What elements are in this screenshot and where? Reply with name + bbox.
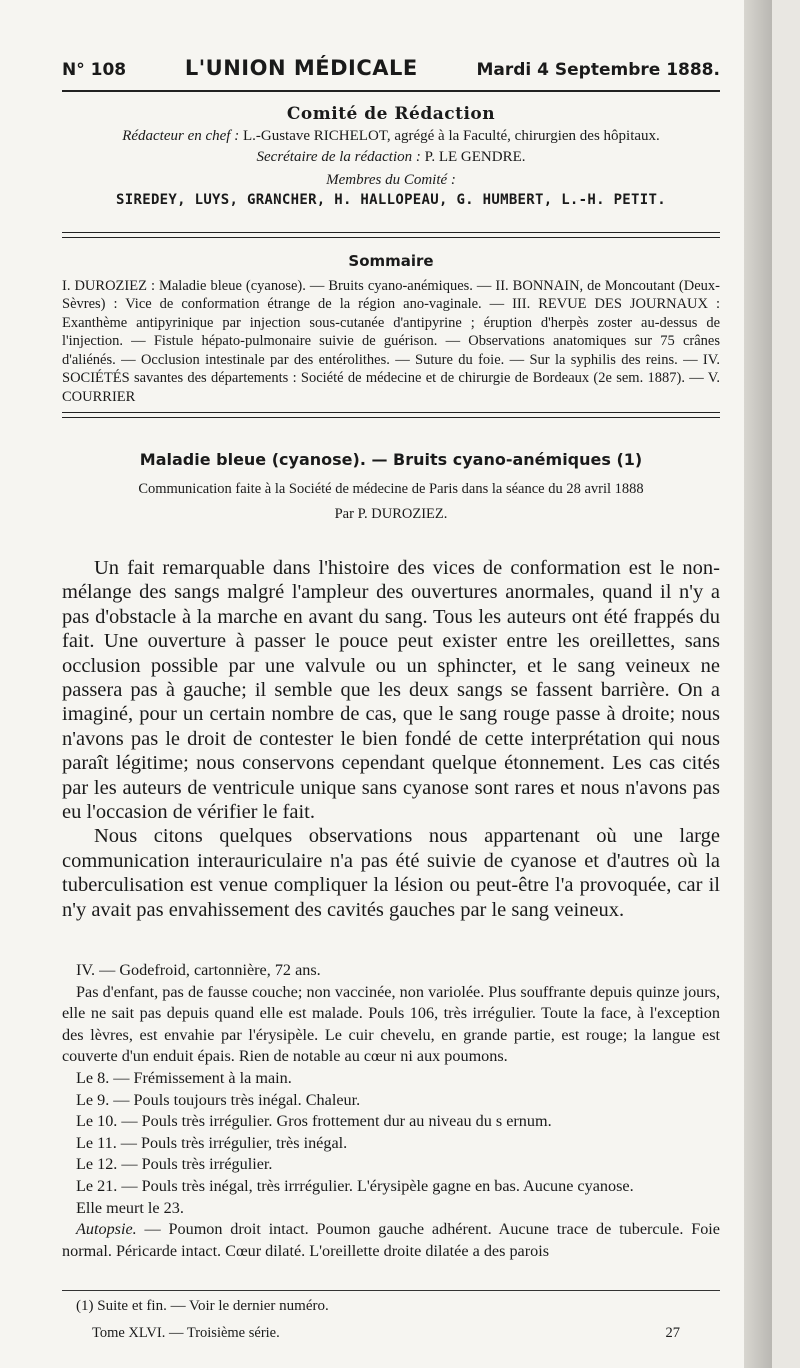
- page-footer: [92, 1325, 680, 1342]
- divider-rule: [62, 237, 720, 238]
- secretary-label: Secrétaire de la rédaction :: [256, 149, 421, 165]
- committee-title: Comité de Rédaction: [286, 104, 496, 124]
- journal-title: L'UNION MÉDICALE: [184, 56, 418, 80]
- sommaire-text: I. DUROZIEZ : Maladie bleue (cyanose). — Bruits cyano-anémiques. — II. BONNAIN, de Moncoutant (Deux-Sèvres) : Vice de conformation étrange de la région ano-vaginale. — III. REVUE DES JOURNAUX : Exanthème antipyrinique par injection sous-cutanée d'antipyrine ; éruption d'herpès zoster au-dessus de l'injection. — Fistule hépato-pulmonaire suivie de guérison. — Observations anatomiques sur 75 crânes d'aliénés. — Occlusion intestinale par des entérolithes. — Suture du foie. — Sur la syphilis des reins. — IV. SOCIÉTÉS savantes des départements : Société de médecine et de chirurgie de Bordeaux (2e sem. 1887). — V. COURRIER: [62, 277, 720, 405]
- autopsy-label: Autopsie.: [76, 1220, 137, 1239]
- members-label: Membres du Comité :: [326, 172, 456, 188]
- editor-name: L.-Gustave RICHELOT, agrégé à la Faculté, chirurgien des hôpitaux.: [242, 128, 660, 144]
- article-subtitle: Communication faite à la Société de médecine de Paris dans la séance du 28 avril 1888: [138, 481, 644, 497]
- footnote-rule: [62, 1290, 720, 1291]
- sommaire-section: [62, 252, 720, 406]
- case-report: [62, 960, 720, 1262]
- issue-date: Mardi 4 Septembre 1888.: [476, 60, 720, 80]
- autopsy-paragraph: [62, 1219, 720, 1262]
- case-day: Le 12. — Pouls très irrégulier.: [76, 1155, 273, 1174]
- divider-rule: [62, 412, 720, 413]
- editor-line: [62, 128, 720, 145]
- case-day: Le 11. — Pouls très irrégulier, très inégal.: [76, 1133, 348, 1152]
- page-number: 27: [665, 1325, 680, 1341]
- secretary-line: [62, 149, 720, 166]
- paragraph: Nous citons quelques observations nous appartenant où une large communication interauriculaire n'a pas été suivie de cyanose et d'autres où la tuberculisation est venue compliquer la lésion ou peut-être l'a provoquée, car il n'y avait pas envahissement des cavités gauches par le sang veineux.: [62, 825, 720, 921]
- article-header: [62, 450, 720, 523]
- editor-label: Rédacteur en chef :: [122, 128, 240, 144]
- divider-rule: [62, 417, 720, 418]
- divider-rule: [62, 232, 720, 233]
- article-author: Par P. DUROZIEZ.: [334, 506, 448, 522]
- autopsy-text: — Poumon droit intact. Poumon gauche adhérent. Aucune trace de tubercule. Foie normal. Péricarde intact. Cœur dilaté. L'oreillette droite dilatée a des parois: [62, 1220, 720, 1260]
- article-body: [62, 556, 720, 922]
- secretary-name: P. LE GENDRE.: [424, 149, 526, 165]
- case-day: Le 9. — Pouls toujours très inégal. Chaleur.: [76, 1090, 361, 1109]
- header-rule: [62, 90, 720, 92]
- case-day: Le 10. — Pouls très irrégulier. Gros frottement dur au niveau du s ernum.: [76, 1112, 552, 1131]
- sommaire-title: Sommaire: [348, 252, 434, 270]
- article-title: Maladie bleue (cyanose). — Bruits cyano-anémiques (1): [139, 450, 643, 469]
- case-day: Elle meurt le 23.: [76, 1198, 184, 1217]
- page-header: [62, 56, 720, 80]
- case-day: Le 8. — Frémissement à la main.: [76, 1068, 292, 1087]
- case-day: Le 21. — Pouls très inégal, très irrrégulier. L'érysipèle gagne en bas. Aucune cyanose.: [76, 1176, 634, 1195]
- paragraph: Un fait remarquable dans l'histoire des vices de conformation est le non-mélange des sangs malgré l'ampleur des ouvertures anormales, quand il n'y a pas d'obstacle à la marche en avant du sang. Tous les auteurs ont été frappés du fait. Une ouverture à passer le pouce peut exister entre les oreillettes, sans occlusion possible par une valvule ou un sphincter, et le sang veineux ne passera pas à gauche; il semble que les deux sangs se fassent barrière. On a imaginé, pour un certain nombre de cas, que le sang rouge passe à droite; nous n'avons pas le droit de contester le bien fondé de cette interprétation qui nous paraît légitime; nous conservons cependant quelque étonnement. Les cas cités par les auteurs de ventricule unique sans cyanose sont rares et nous n'avons pas eu l'occasion de vérifier le fait.: [62, 557, 720, 824]
- page-edge: [744, 0, 772, 1368]
- editorial-committee: [62, 104, 720, 208]
- issue-number: N° 108: [62, 60, 127, 80]
- case-intro: Pas d'enfant, pas de fausse couche; non vaccinée, non variolée. Plus souffrante depuis quinze jours, elle ne sait pas depuis quand elle est malade. Pouls 106, très irrégulier. Toute la face, à l'exception des lèvres, est envahie par l'érysipèle. Le cuir chevelu, en grande partie, est rouge; la langue est couverte d'un enduit épais. Rien de notable au cœur ni aux poumons.: [62, 982, 720, 1066]
- volume-info: Tome XLVI. — Troisième série.: [92, 1325, 280, 1341]
- members-list: SIREDEY, LUYS, GRANCHER, H. HALLOPEAU, G. HUMBERT, L.-H. PETIT.: [116, 192, 666, 208]
- case-heading: IV. — Godefroid, cartonnière, 72 ans.: [76, 961, 321, 979]
- footnote: (1) Suite et fin. — Voir le dernier numéro.: [76, 1298, 329, 1314]
